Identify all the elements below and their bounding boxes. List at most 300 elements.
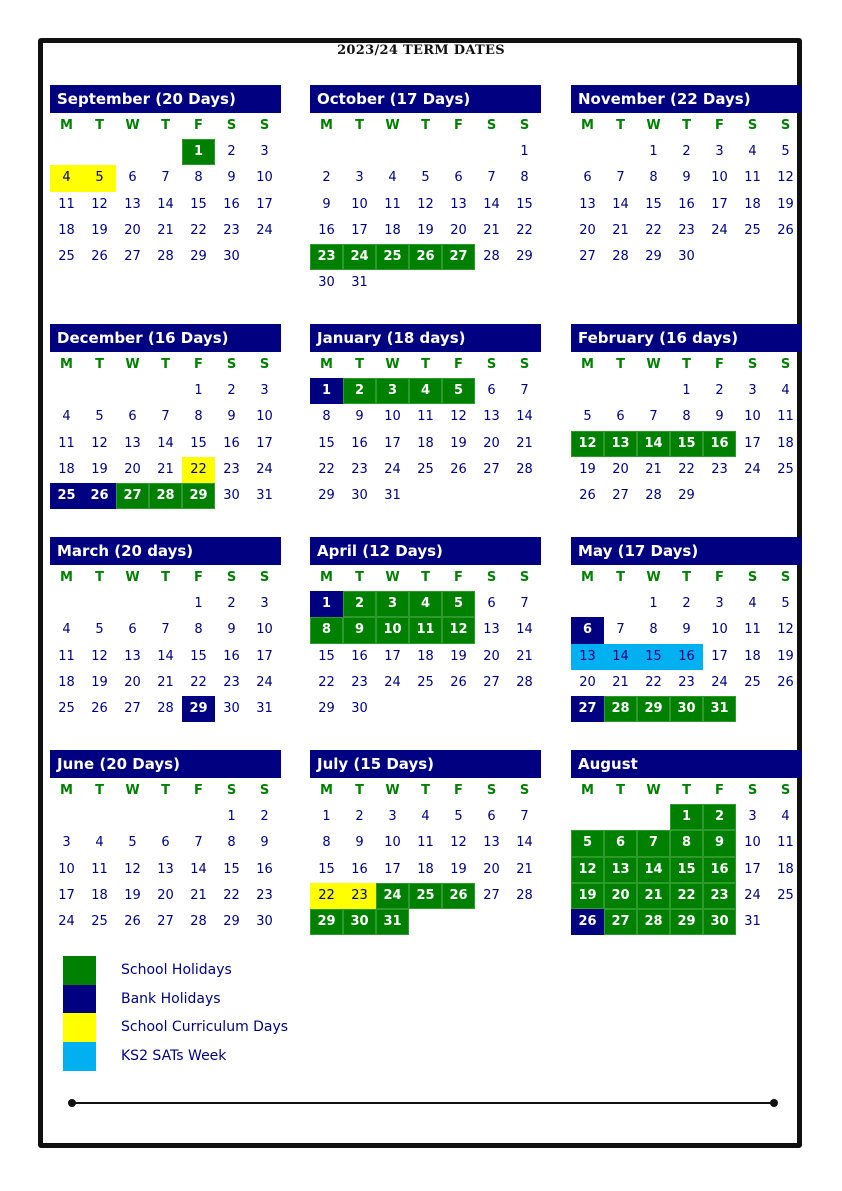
day-cell: 24 (256, 674, 273, 690)
weekday-header: T (616, 570, 625, 585)
day-cell: 28 (637, 909, 670, 935)
weekday-header: W (125, 357, 140, 372)
page-title: 2023/24 TERM DATES (337, 43, 505, 58)
weekday-header: T (355, 570, 364, 585)
month-calendar (571, 750, 802, 935)
day-cell: 23 (343, 883, 376, 909)
day-cell: 4 (421, 809, 430, 824)
day-cell: 27 (604, 909, 637, 935)
day-cell: 4 (409, 378, 442, 404)
day-cell: 4 (62, 409, 71, 425)
day-cell: 30 (703, 909, 736, 935)
day-cell: 7 (616, 170, 625, 186)
day-cell: 13 (483, 409, 500, 425)
empty-cell (376, 139, 409, 165)
day-cell: 20 (450, 222, 467, 238)
empty-cell (604, 804, 637, 830)
day-cell: 8 (682, 409, 691, 425)
day-cell: 29 (223, 914, 240, 930)
day-cell: 7 (520, 596, 529, 611)
day-cell: 3 (260, 383, 269, 398)
day-cell: 19 (579, 461, 596, 477)
day-cell: 13 (604, 431, 637, 457)
day-cell: 15 (318, 435, 335, 451)
day-cell: 2 (715, 383, 724, 398)
day-cell: 10 (384, 409, 401, 425)
day-cell: 19 (450, 648, 467, 664)
weekday-header: W (646, 357, 661, 372)
legend-swatch-sats-week (63, 1042, 96, 1071)
day-cell: 27 (579, 249, 596, 265)
day-cell: 9 (260, 835, 269, 851)
day-cell: 17 (256, 435, 273, 451)
day-cell: 27 (612, 488, 629, 504)
day-cell: 8 (227, 835, 236, 851)
day-cell: 20 (124, 222, 141, 238)
weekday-header: S (486, 570, 497, 585)
day-cell: 1 (649, 144, 658, 159)
day-cell: 28 (645, 488, 662, 504)
weekday-header: T (95, 570, 104, 585)
day-cell: 16 (223, 648, 240, 664)
weekday-header: F (194, 570, 203, 585)
day-cell: 16 (703, 431, 736, 457)
day-cell: 13 (450, 196, 467, 212)
legend-label: KS2 SATs Week (121, 1048, 227, 1065)
day-cell: 9 (355, 835, 364, 851)
day-cell: 21 (612, 222, 629, 238)
day-cell: 21 (516, 435, 533, 451)
empty-cell (149, 591, 182, 617)
day-cell: 5 (95, 409, 104, 425)
day-cell: 13 (124, 435, 141, 451)
day-cell: 8 (322, 409, 331, 425)
weekday-header: T (616, 357, 625, 372)
day-cell: 28 (516, 887, 533, 903)
day-cell: 13 (124, 648, 141, 664)
day-cell: 22 (310, 883, 343, 909)
month-calendar (50, 750, 281, 935)
day-cell: 27 (571, 696, 604, 722)
weekday-header: M (581, 783, 594, 798)
empty-cell (83, 139, 116, 165)
empty-cell (83, 804, 116, 830)
day-cell: 12 (91, 435, 108, 451)
day-cell: 14 (612, 196, 629, 212)
day-cell: 12 (571, 431, 604, 457)
day-cell: 6 (161, 835, 170, 851)
weekday-header: F (715, 570, 724, 585)
month-header: March (20 days) (50, 537, 281, 565)
weekday-header: F (194, 118, 203, 133)
empty-cell (182, 804, 215, 830)
weekday-header: S (519, 570, 530, 585)
month-day-grid (50, 352, 281, 509)
day-cell: 20 (483, 861, 500, 877)
day-cell: 31 (256, 701, 273, 717)
day-cell: 13 (483, 622, 500, 638)
legend-swatch-school-holidays (63, 956, 96, 985)
day-cell: 24 (376, 883, 409, 909)
day-cell: 13 (124, 196, 141, 212)
day-cell: 7 (161, 622, 170, 638)
day-cell: 23 (310, 244, 343, 270)
day-cell: 4 (781, 383, 790, 398)
month-header: June (20 Days) (50, 750, 281, 778)
day-cell: 2 (322, 170, 331, 186)
day-cell: 12 (571, 857, 604, 883)
day-cell: 25 (744, 222, 761, 238)
day-cell: 7 (161, 409, 170, 425)
day-cell: 15 (637, 644, 670, 670)
legend-label: School Curriculum Days (121, 1019, 289, 1036)
empty-cell (83, 378, 116, 404)
day-cell: 26 (571, 909, 604, 935)
day-cell: 30 (223, 701, 240, 717)
day-cell: 18 (744, 196, 761, 212)
day-cell: 2 (227, 144, 236, 159)
day-cell: 24 (744, 461, 761, 477)
day-cell: 12 (91, 648, 108, 664)
day-cell: 16 (670, 644, 703, 670)
day-cell: 1 (682, 383, 691, 398)
day-cell: 10 (711, 170, 728, 186)
month-day-grid (50, 113, 281, 270)
day-cell: 1 (670, 804, 703, 830)
weekday-header: F (715, 357, 724, 372)
day-cell: 23 (351, 674, 368, 690)
month-day-grid (571, 352, 802, 509)
weekday-header: W (385, 570, 400, 585)
day-cell: 25 (417, 461, 434, 477)
day-cell: 2 (343, 591, 376, 617)
day-cell: 14 (637, 431, 670, 457)
day-cell: 18 (744, 648, 761, 664)
day-cell: 9 (715, 409, 724, 425)
day-cell: 8 (649, 170, 658, 186)
weekday-header: S (259, 357, 270, 372)
day-cell: 6 (583, 170, 592, 186)
day-cell: 22 (645, 674, 662, 690)
month-header: July (15 Days) (310, 750, 541, 778)
day-cell: 7 (649, 409, 658, 425)
day-cell: 23 (256, 887, 273, 903)
day-cell: 1 (227, 809, 236, 824)
day-cell: 27 (442, 244, 475, 270)
empty-cell (571, 378, 604, 404)
weekday-header: F (454, 357, 463, 372)
day-cell: 27 (124, 701, 141, 717)
day-cell: 1 (310, 378, 343, 404)
day-cell: 19 (91, 461, 108, 477)
day-cell: 9 (682, 170, 691, 186)
day-cell: 15 (318, 861, 335, 877)
weekday-header: S (780, 357, 791, 372)
day-cell: 18 (417, 861, 434, 877)
day-cell: 5 (583, 409, 592, 425)
day-cell: 11 (409, 617, 442, 643)
weekday-header: M (320, 357, 333, 372)
day-cell: 3 (62, 835, 71, 851)
day-cell: 9 (703, 830, 736, 856)
day-cell: 16 (351, 648, 368, 664)
weekday-header: S (747, 118, 758, 133)
weekday-header: T (421, 357, 430, 372)
day-cell: 7 (637, 830, 670, 856)
day-cell: 24 (256, 222, 273, 238)
day-cell: 21 (157, 222, 174, 238)
empty-cell (571, 591, 604, 617)
day-cell: 7 (161, 170, 170, 186)
day-cell: 13 (604, 857, 637, 883)
day-cell: 3 (355, 170, 364, 186)
day-cell: 21 (645, 461, 662, 477)
weekday-header: F (194, 357, 203, 372)
day-cell: 12 (442, 617, 475, 643)
day-cell: 13 (483, 835, 500, 851)
day-cell: 7 (487, 170, 496, 186)
month-day-grid (310, 352, 541, 509)
day-cell: 25 (58, 701, 75, 717)
day-cell: 11 (58, 196, 75, 212)
day-cell: 4 (50, 165, 83, 191)
day-cell: 31 (744, 914, 761, 930)
day-cell: 25 (417, 674, 434, 690)
day-cell: 30 (351, 701, 368, 717)
day-cell: 24 (58, 914, 75, 930)
empty-cell (310, 139, 343, 165)
day-cell: 17 (58, 887, 75, 903)
day-cell: 6 (616, 409, 625, 425)
day-cell: 30 (351, 488, 368, 504)
footer-divider (72, 1102, 774, 1104)
day-cell: 22 (516, 222, 533, 238)
day-cell: 10 (711, 622, 728, 638)
day-cell: 14 (483, 196, 500, 212)
day-cell: 15 (670, 431, 703, 457)
day-cell: 2 (343, 378, 376, 404)
day-cell: 6 (487, 383, 496, 398)
month-day-grid (310, 113, 541, 297)
weekday-header: S (486, 357, 497, 372)
empty-cell (149, 139, 182, 165)
day-cell: 2 (227, 383, 236, 398)
day-cell: 17 (711, 648, 728, 664)
day-cell: 3 (715, 144, 724, 159)
weekday-header: S (747, 783, 758, 798)
day-cell: 11 (777, 409, 794, 425)
day-cell: 3 (715, 596, 724, 611)
day-cell: 26 (83, 483, 116, 509)
day-cell: 25 (58, 249, 75, 265)
month-day-grid (50, 565, 281, 722)
month-calendar (310, 537, 541, 722)
day-cell: 26 (777, 674, 794, 690)
day-cell: 5 (571, 830, 604, 856)
day-cell: 22 (223, 887, 240, 903)
day-cell: 6 (487, 596, 496, 611)
day-cell: 28 (190, 914, 207, 930)
weekday-header: F (454, 570, 463, 585)
day-cell: 5 (95, 622, 104, 638)
day-cell: 4 (409, 591, 442, 617)
day-cell: 10 (384, 835, 401, 851)
day-cell: 12 (450, 835, 467, 851)
day-cell: 13 (571, 644, 604, 670)
empty-cell (409, 139, 442, 165)
day-cell: 21 (157, 461, 174, 477)
day-cell: 28 (149, 483, 182, 509)
weekday-header: W (125, 570, 140, 585)
day-cell: 5 (421, 170, 430, 186)
day-cell: 19 (91, 222, 108, 238)
day-cell: 15 (318, 648, 335, 664)
day-cell: 21 (516, 861, 533, 877)
day-cell: 1 (194, 383, 203, 398)
day-cell: 27 (483, 887, 500, 903)
day-cell: 6 (487, 809, 496, 824)
month-calendar (50, 85, 281, 270)
weekday-header: T (95, 357, 104, 372)
day-cell: 10 (351, 196, 368, 212)
day-cell: 26 (91, 249, 108, 265)
day-cell: 2 (703, 804, 736, 830)
day-cell: 28 (157, 701, 174, 717)
day-cell: 14 (604, 644, 637, 670)
day-cell: 2 (355, 809, 364, 824)
weekday-header: S (780, 783, 791, 798)
day-cell: 2 (682, 144, 691, 159)
empty-cell (116, 591, 149, 617)
day-cell: 24 (384, 674, 401, 690)
month-header: May (17 Days) (571, 537, 802, 565)
day-cell: 23 (223, 674, 240, 690)
day-cell: 16 (351, 861, 368, 877)
day-cell: 27 (116, 483, 149, 509)
day-cell: 14 (157, 196, 174, 212)
month-header: December (16 Days) (50, 324, 281, 352)
day-cell: 17 (744, 435, 761, 451)
month-header: October (17 Days) (310, 85, 541, 113)
weekday-header: M (320, 570, 333, 585)
day-cell: 5 (781, 596, 790, 611)
empty-cell (149, 804, 182, 830)
day-cell: 20 (483, 435, 500, 451)
day-cell: 16 (256, 861, 273, 877)
day-cell: 29 (310, 909, 343, 935)
day-cell: 28 (516, 461, 533, 477)
day-cell: 6 (128, 409, 137, 425)
empty-cell (604, 139, 637, 165)
day-cell: 11 (91, 861, 108, 877)
day-cell: 1 (649, 596, 658, 611)
empty-cell (475, 139, 508, 165)
day-cell: 16 (703, 857, 736, 883)
day-cell: 26 (777, 222, 794, 238)
day-cell: 22 (190, 674, 207, 690)
day-cell: 6 (128, 622, 137, 638)
day-cell: 9 (343, 617, 376, 643)
day-cell: 5 (781, 144, 790, 159)
weekday-header: W (125, 118, 140, 133)
month-day-grid (571, 113, 802, 270)
month-header: November (22 Days) (571, 85, 802, 113)
day-cell: 20 (604, 883, 637, 909)
empty-cell (604, 591, 637, 617)
month-header: February (16 days) (571, 324, 802, 352)
weekday-header: T (355, 118, 364, 133)
weekday-header: S (226, 118, 237, 133)
day-cell: 29 (516, 249, 533, 265)
day-cell: 27 (483, 461, 500, 477)
day-cell: 18 (58, 222, 75, 238)
day-cell: 4 (62, 622, 71, 638)
day-cell: 16 (351, 435, 368, 451)
day-cell: 27 (124, 249, 141, 265)
day-cell: 25 (376, 244, 409, 270)
month-header: September (20 Days) (50, 85, 281, 113)
day-cell: 30 (256, 914, 273, 930)
day-cell: 26 (442, 883, 475, 909)
day-cell: 8 (310, 617, 343, 643)
month-header: April (12 Days) (310, 537, 541, 565)
day-cell: 5 (454, 809, 463, 824)
day-cell: 9 (227, 170, 236, 186)
weekday-header: T (161, 357, 170, 372)
day-cell: 10 (376, 617, 409, 643)
day-cell: 4 (748, 596, 757, 611)
month-calendar (310, 750, 541, 935)
day-cell: 11 (744, 170, 761, 186)
day-cell: 29 (190, 249, 207, 265)
day-cell: 23 (223, 461, 240, 477)
day-cell: 9 (322, 196, 331, 212)
day-cell: 10 (256, 409, 273, 425)
day-cell: 25 (744, 674, 761, 690)
weekday-header: S (747, 570, 758, 585)
month-calendar (310, 324, 541, 509)
day-cell: 24 (711, 674, 728, 690)
day-cell: 29 (637, 696, 670, 722)
day-cell: 23 (678, 222, 695, 238)
day-cell: 4 (95, 835, 104, 851)
day-cell: 17 (744, 861, 761, 877)
weekday-header: S (486, 783, 497, 798)
day-cell: 18 (417, 648, 434, 664)
day-cell: 30 (670, 696, 703, 722)
day-cell: 26 (91, 701, 108, 717)
weekday-header: W (125, 783, 140, 798)
day-cell: 1 (194, 596, 203, 611)
day-cell: 18 (777, 861, 794, 877)
day-cell: 14 (516, 622, 533, 638)
empty-cell (116, 378, 149, 404)
day-cell: 20 (157, 887, 174, 903)
weekday-header: F (715, 783, 724, 798)
day-cell: 9 (355, 409, 364, 425)
day-cell: 20 (579, 674, 596, 690)
day-cell: 19 (571, 883, 604, 909)
day-cell: 31 (376, 909, 409, 935)
weekday-header: M (60, 783, 73, 798)
day-cell: 8 (520, 170, 529, 186)
weekday-header: S (519, 357, 530, 372)
day-cell: 20 (483, 648, 500, 664)
day-cell: 27 (483, 674, 500, 690)
day-cell: 20 (612, 461, 629, 477)
day-cell: 6 (571, 617, 604, 643)
weekday-header: T (421, 570, 430, 585)
